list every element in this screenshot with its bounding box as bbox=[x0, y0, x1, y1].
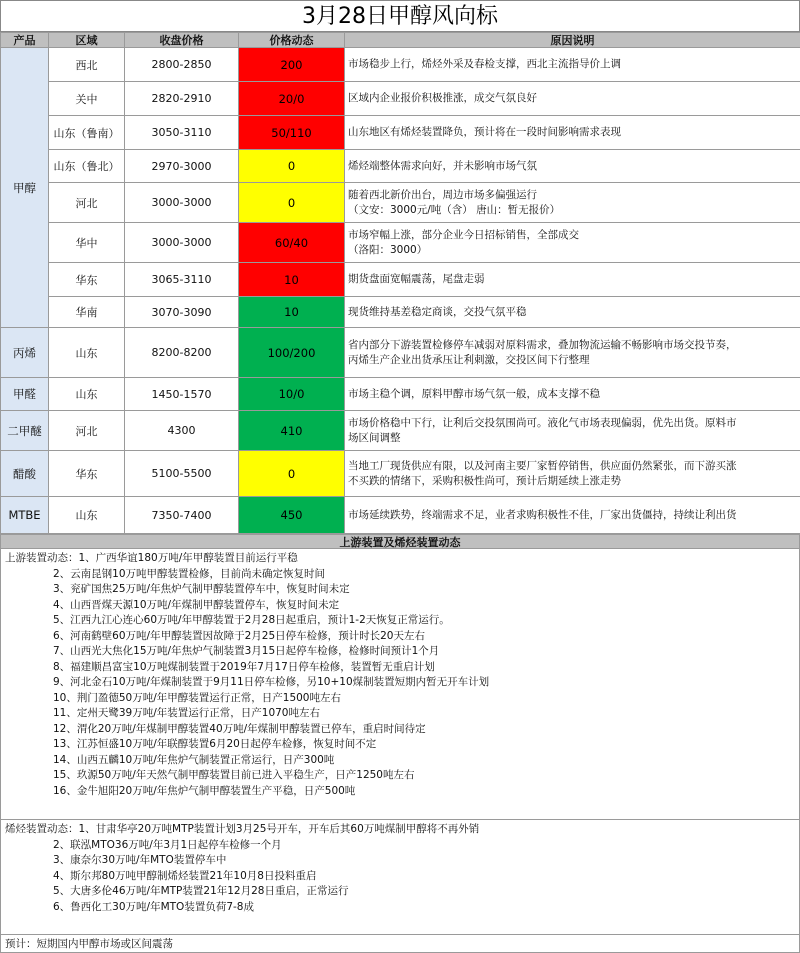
reason-cell bbox=[345, 263, 800, 297]
list-item bbox=[5, 853, 795, 869]
header-move: 价格动态 bbox=[239, 33, 345, 48]
price-table bbox=[0, 32, 800, 534]
price-move-cell: 20/0 bbox=[239, 82, 345, 116]
price-cell: 2800-2850 bbox=[125, 48, 239, 82]
region-cell: 华东 bbox=[49, 451, 125, 497]
table-row bbox=[1, 150, 800, 183]
price-cell: 3000-3000 bbox=[125, 183, 239, 223]
table-row bbox=[1, 263, 800, 297]
table-row bbox=[1, 82, 800, 116]
olefin-label: 烯烃装置动态： bbox=[5, 823, 79, 835]
reason-cell bbox=[345, 378, 800, 411]
list-item bbox=[5, 629, 795, 645]
list-item bbox=[5, 822, 795, 838]
list-item bbox=[5, 869, 795, 885]
list-item-text: 2、联泓MTO36万吨/年3月1日起停车检修一个月 bbox=[53, 839, 282, 851]
reason-cell bbox=[345, 451, 800, 497]
region-cell: 山东（鲁北） bbox=[49, 150, 125, 183]
list-item-text: 16、金牛旭阳20万吨/年焦炉气制甲醇装置生产平稳，日产500吨 bbox=[53, 785, 355, 797]
region-cell: 山东 bbox=[49, 328, 125, 378]
list-item bbox=[5, 737, 795, 753]
price-cell: 3000-3000 bbox=[125, 223, 239, 263]
reason-cell bbox=[345, 150, 800, 183]
price-move-cell: 50/110 bbox=[239, 116, 345, 150]
list-item-text: 6、鲁西化工30万吨/年MTO装置负荷7-8成 bbox=[53, 901, 254, 913]
reason-text-continued: （文安：3000元/吨（含） 唐山：暂无报价） bbox=[348, 203, 797, 218]
region-cell: 华东 bbox=[49, 263, 125, 297]
table-row bbox=[1, 328, 800, 378]
reason-cell bbox=[345, 497, 800, 534]
reason-text: 市场延续跌势，终端需求不足，业者求购积极性不佳，厂家出货僵持，持续让利出货 bbox=[348, 508, 797, 523]
list-item bbox=[5, 768, 795, 784]
table-row bbox=[1, 116, 800, 150]
price-move-cell: 10 bbox=[239, 297, 345, 328]
price-move-cell: 410 bbox=[239, 411, 345, 451]
table-row bbox=[1, 451, 800, 497]
list-item bbox=[5, 551, 795, 567]
list-item bbox=[5, 598, 795, 614]
reason-cell bbox=[345, 183, 800, 223]
list-item bbox=[5, 900, 795, 916]
price-cell: 3065-3110 bbox=[125, 263, 239, 297]
price-cell: 4300 bbox=[125, 411, 239, 451]
list-item bbox=[5, 567, 795, 583]
header-price: 收盘价格 bbox=[125, 33, 239, 48]
region-cell: 山东（鲁南） bbox=[49, 116, 125, 150]
list-item-text: 5、江西九江心连心60万吨/年甲醇装置于2月28日起重启，预计1-2天恢复正常运行。 bbox=[53, 614, 450, 626]
list-item bbox=[5, 613, 795, 629]
price-cell: 5100-5500 bbox=[125, 451, 239, 497]
upstream-label: 上游装置动态： bbox=[5, 552, 79, 564]
product-cell: 丙烯 bbox=[1, 328, 49, 378]
table-row bbox=[1, 497, 800, 534]
list-item bbox=[5, 582, 795, 598]
product-cell: MTBE bbox=[1, 497, 49, 534]
product-cell-methanol: 甲醇 bbox=[1, 48, 49, 328]
price-cell: 3050-3110 bbox=[125, 116, 239, 150]
list-item-text: 4、斯尔邦80万吨甲醇制烯烃装置21年10月8日投料重启 bbox=[53, 870, 316, 882]
list-item bbox=[5, 675, 795, 691]
reason-text-continued: 场区间调整 bbox=[348, 431, 797, 446]
table-row bbox=[1, 223, 800, 263]
reason-text: 市场主稳个调，原料甲醇市场气氛一般，成本支撑不稳 bbox=[348, 387, 797, 402]
reason-text: 随着西北新价出台，周边市场多偏强运行 bbox=[348, 188, 797, 203]
reason-text: 市场窄幅上涨，部分企业今日招标销售，全部成交 bbox=[348, 228, 797, 243]
reason-text: 现货维持基差稳定商谈，交投气氛平稳 bbox=[348, 305, 797, 320]
list-item-text: 11、定州天鹭39万吨/年装置运行正常，日产1070吨左右 bbox=[53, 707, 320, 719]
region-cell: 关中 bbox=[49, 82, 125, 116]
price-cell: 7350-7400 bbox=[125, 497, 239, 534]
report-title: 3月28日甲醇风向标 bbox=[0, 0, 800, 32]
price-move-cell: 200 bbox=[239, 48, 345, 82]
list-item-text: 14、山西五麟10万吨/年焦炉气制装置正常运行，日产300吨 bbox=[53, 754, 334, 766]
section-title: 上游装置及烯烃装置动态 bbox=[0, 534, 800, 549]
table-row bbox=[1, 378, 800, 411]
reason-cell bbox=[345, 223, 800, 263]
list-item bbox=[5, 691, 795, 707]
list-item-text: 2、云南昆钢10万吨甲醇装置检修，目前尚未确定恢复时间 bbox=[53, 568, 325, 580]
region-cell: 河北 bbox=[49, 183, 125, 223]
product-cell: 二甲醚 bbox=[1, 411, 49, 451]
region-cell: 华中 bbox=[49, 223, 125, 263]
reason-cell bbox=[345, 411, 800, 451]
list-item bbox=[5, 838, 795, 854]
list-item-text: 10、荆门盈德50万吨/年甲醇装置运行正常，日产1500吨左右 bbox=[53, 692, 341, 704]
reason-text: 期货盘面宽幅震荡，尾盘走弱 bbox=[348, 272, 797, 287]
reason-cell bbox=[345, 82, 800, 116]
upstream-block bbox=[0, 549, 800, 819]
price-move-cell: 60/40 bbox=[239, 223, 345, 263]
olefin-block bbox=[0, 819, 800, 934]
list-item-text: 3、康奈尔30万吨/年MTO装置停车中 bbox=[53, 854, 226, 866]
list-item-text: 9、河北金石10万吨/年煤制装置于9月11日停车检修，另10+10煤制装置短期内暂无开车计划 bbox=[53, 676, 489, 688]
list-item-text: 1、广西华谊180万吨/年甲醇装置目前运行平稳 bbox=[79, 552, 298, 564]
list-item-text: 13、江苏恒盛10万吨/年联醇装置6月20日起停车检修，恢复时间不定 bbox=[53, 738, 376, 750]
list-item-text: 4、山西晋煤天源10万吨/年煤制甲醇装置停车，恢复时间未定 bbox=[53, 599, 339, 611]
region-cell: 山东 bbox=[49, 378, 125, 411]
reason-text-continued: （洛阳：3000） bbox=[348, 243, 797, 258]
price-move-cell: 10 bbox=[239, 263, 345, 297]
reason-text: 山东地区有烯烃装置降负，预计将在一段时间影响需求表现 bbox=[348, 125, 797, 140]
region-cell: 山东 bbox=[49, 497, 125, 534]
price-move-cell: 0 bbox=[239, 150, 345, 183]
table-row bbox=[1, 48, 800, 82]
header-reason: 原因说明 bbox=[345, 33, 800, 48]
price-cell: 2820-2910 bbox=[125, 82, 239, 116]
list-item bbox=[5, 884, 795, 900]
price-move-cell: 10/0 bbox=[239, 378, 345, 411]
list-item-text: 3、兖矿国焦25万吨/年焦炉气制甲醇装置停车中，恢复时间未定 bbox=[53, 583, 350, 595]
list-item-text: 6、河南鹤壁60万吨/年甲醇装置因故障于2月25日停车检修，预计时长20天左右 bbox=[53, 630, 425, 642]
price-cell: 1450-1570 bbox=[125, 378, 239, 411]
header-product: 产品 bbox=[1, 33, 49, 48]
price-move-cell: 450 bbox=[239, 497, 345, 534]
list-item bbox=[5, 660, 795, 676]
reason-text: 市场稳步上行，烯烃外采及春检支撑，西北主流指导价上调 bbox=[348, 57, 797, 72]
list-item bbox=[5, 706, 795, 722]
reason-cell bbox=[345, 48, 800, 82]
table-row bbox=[1, 297, 800, 328]
table-header-row bbox=[1, 33, 800, 48]
reason-text-continued: 丙烯生产企业出货承压让利刺激，交投区间下行整理 bbox=[348, 353, 797, 368]
reason-text-continued: 不买跌的情绪下，采购积极性尚可，预计后期延续上涨走势 bbox=[348, 474, 797, 489]
forecast-line: 预计：短期国内甲醇市场或区间震荡 bbox=[0, 934, 800, 953]
list-item-text: 12、渭化20万吨/年煤制甲醇装置40万吨/年煤制甲醇装置已停车，重启时间待定 bbox=[53, 723, 426, 735]
reason-text: 省内部分下游装置检修停车减弱对原料需求，叠加物流运输不畅影响市场交投节奏， bbox=[348, 338, 797, 353]
list-item-text: 5、大唐多伦46万吨/年MTP装置21年12月28日重启，正常运行 bbox=[53, 885, 348, 897]
reason-text: 烯烃端整体需求向好，并未影响市场气氛 bbox=[348, 159, 797, 174]
region-cell: 华南 bbox=[49, 297, 125, 328]
reason-cell bbox=[345, 297, 800, 328]
list-item bbox=[5, 784, 795, 800]
price-cell: 8200-8200 bbox=[125, 328, 239, 378]
reason-text: 区域内企业报价积极推涨，成交气氛良好 bbox=[348, 91, 797, 106]
list-item-text: 15、玖源50万吨/年天然气制甲醇装置目前已进入平稳生产，日产1250吨左右 bbox=[53, 769, 414, 781]
table-row bbox=[1, 183, 800, 223]
list-item-text: 1、甘肃华亭20万吨MTP装置计划3月25号开车，开车后其60万吨煤制甲醇将不再外销 bbox=[79, 823, 480, 835]
product-cell: 甲醛 bbox=[1, 378, 49, 411]
product-cell: 醋酸 bbox=[1, 451, 49, 497]
header-region: 区域 bbox=[49, 33, 125, 48]
list-item-text: 8、福建顺昌富宝10万吨煤制装置于2019年7月17日停车检修，装置暂无重启计划 bbox=[53, 661, 435, 673]
price-move-cell: 100/200 bbox=[239, 328, 345, 378]
reason-text: 当地工厂现货供应有限，以及河南主要厂家暂停销售，供应面仍然紧张，而下游买涨 bbox=[348, 459, 797, 474]
reason-text: 市场价格稳中下行，让利后交投氛围尚可。液化气市场表现偏弱，优先出货。原料市 bbox=[348, 416, 797, 431]
price-move-cell: 0 bbox=[239, 451, 345, 497]
region-cell: 西北 bbox=[49, 48, 125, 82]
price-cell: 2970-3000 bbox=[125, 150, 239, 183]
region-cell: 河北 bbox=[49, 411, 125, 451]
table-row bbox=[1, 411, 800, 451]
price-move-cell: 0 bbox=[239, 183, 345, 223]
list-item-text: 7、山西光大焦化15万吨/年焦炉气制装置3月15日起停车检修，检修时间预计1个月 bbox=[53, 645, 439, 657]
reason-cell bbox=[345, 116, 800, 150]
list-item bbox=[5, 722, 795, 738]
price-cell: 3070-3090 bbox=[125, 297, 239, 328]
list-item bbox=[5, 644, 795, 660]
list-item bbox=[5, 753, 795, 769]
reason-cell bbox=[345, 328, 800, 378]
